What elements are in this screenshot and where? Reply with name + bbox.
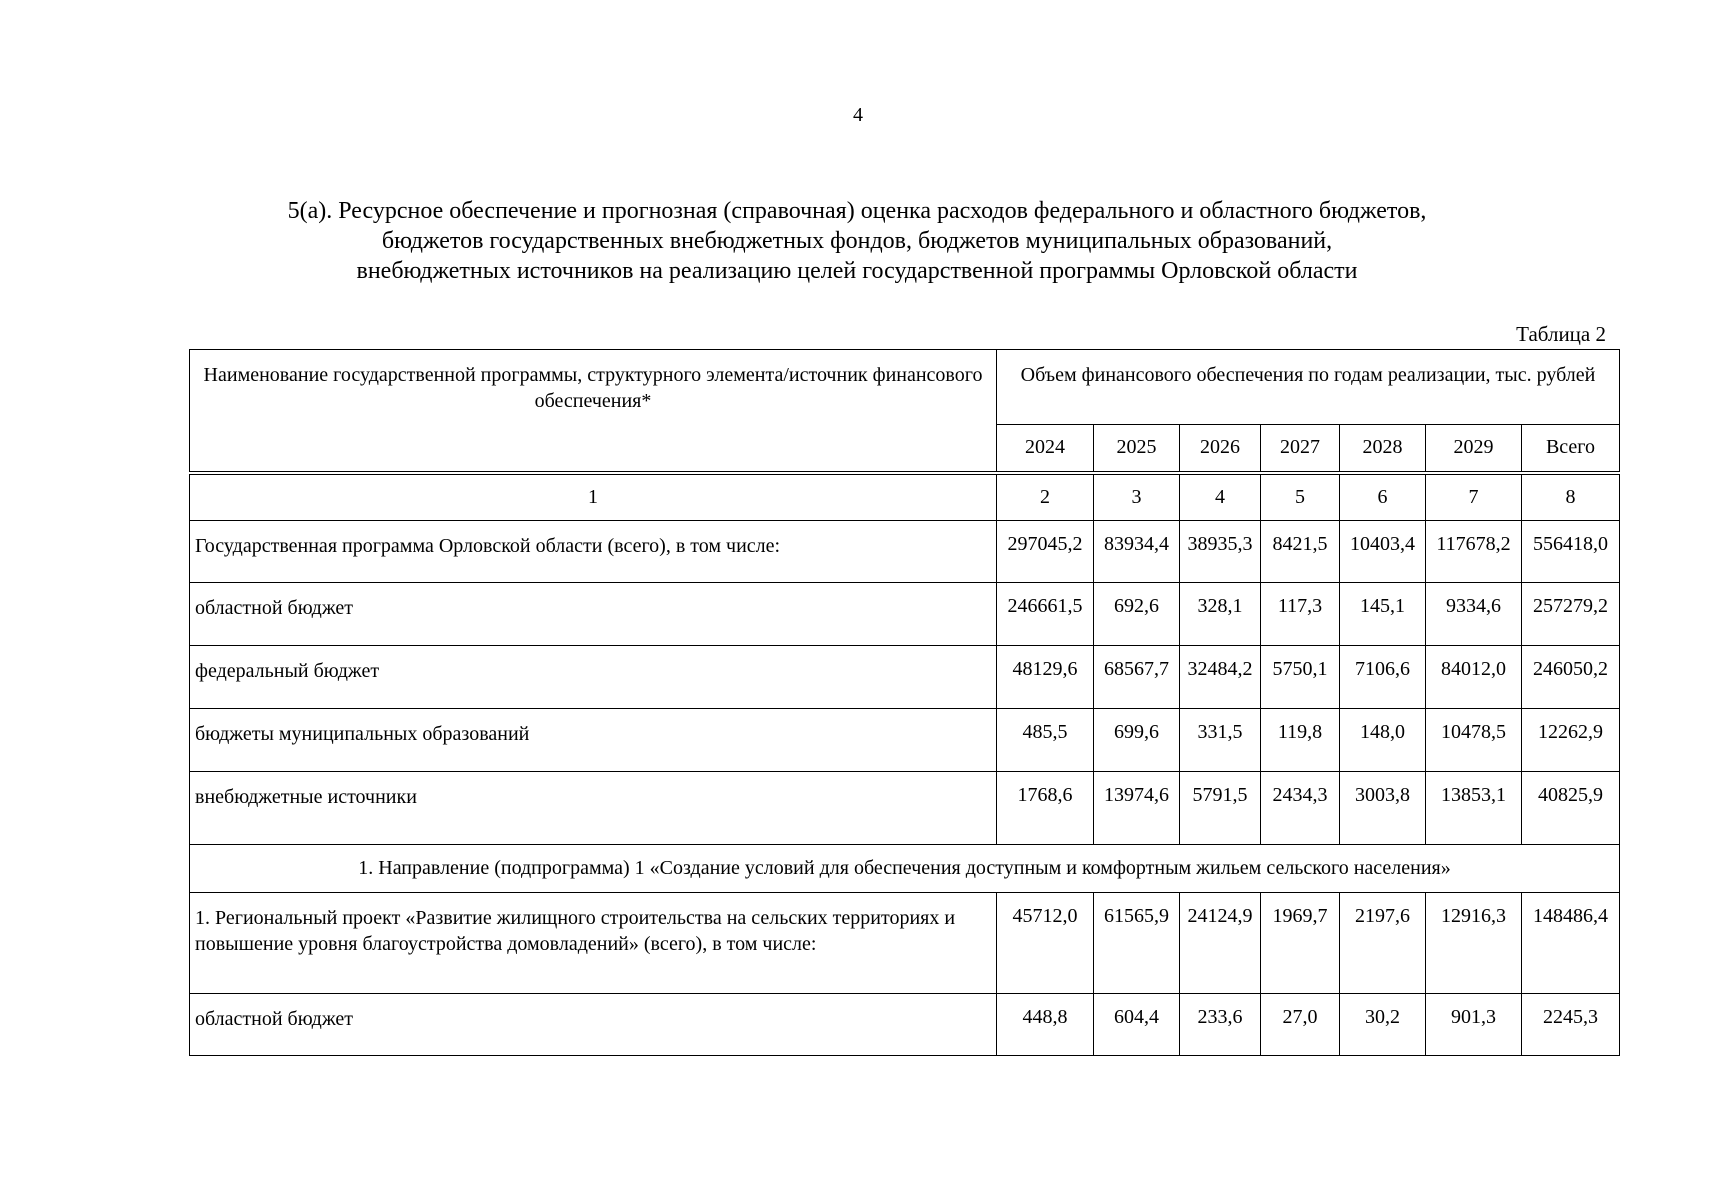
header-name: Наименование государственной программы, структурного элемента/источник финансового обеспечения*	[190, 350, 997, 473]
cell-value: 119,8	[1261, 709, 1340, 772]
cell-value: 27,0	[1261, 994, 1340, 1056]
cell-value: 48129,6	[997, 646, 1094, 709]
year-2024: 2024	[997, 425, 1094, 473]
year-2029: 2029	[1426, 425, 1522, 473]
cell-value: 68567,7	[1094, 646, 1180, 709]
cell-value: 38935,3	[1180, 521, 1261, 583]
title-line-3: внебюджетных источников на реализацию целей государственной программы Орловской области	[356, 258, 1358, 284]
year-total: Всего	[1522, 425, 1620, 473]
column-number: 2	[997, 473, 1094, 521]
cell-value: 83934,4	[1094, 521, 1180, 583]
cell-value: 485,5	[997, 709, 1094, 772]
cell-value: 5791,5	[1180, 772, 1261, 845]
cell-value: 145,1	[1340, 583, 1426, 646]
page-title	[190, 196, 1524, 286]
cell-value: 117,3	[1261, 583, 1340, 646]
cell-value: 84012,0	[1426, 646, 1522, 709]
cell-value: 1969,7	[1261, 893, 1340, 994]
cell-value: 40825,9	[1522, 772, 1620, 845]
cell-value: 5750,1	[1261, 646, 1340, 709]
row-name: бюджеты муниципальных образований	[190, 709, 997, 772]
table-row	[190, 646, 1620, 709]
cell-value: 13853,1	[1426, 772, 1522, 845]
cell-value: 2245,3	[1522, 994, 1620, 1056]
cell-value: 148,0	[1340, 709, 1426, 772]
cell-value: 30,2	[1340, 994, 1426, 1056]
cell-value: 24124,9	[1180, 893, 1261, 994]
cell-value: 233,6	[1180, 994, 1261, 1056]
column-number: 7	[1426, 473, 1522, 521]
table-row	[190, 583, 1620, 646]
cell-value: 556418,0	[1522, 521, 1620, 583]
row-name: Государственная программа Орловской области (всего), в том числе:	[190, 521, 997, 583]
column-number: 3	[1094, 473, 1180, 521]
page-number: 4	[853, 104, 863, 126]
cell-value: 901,3	[1426, 994, 1522, 1056]
table-label: Таблица 2	[1516, 322, 1606, 346]
row-name: 1. Региональный проект «Развитие жилищного строительства на сельских территориях и повышение уровня благоустройства домовладений» (всего), в том числе:	[190, 893, 997, 994]
cell-value: 10403,4	[1340, 521, 1426, 583]
cell-value: 246050,2	[1522, 646, 1620, 709]
year-2028: 2028	[1340, 425, 1426, 473]
cell-value: 3003,8	[1340, 772, 1426, 845]
direction-title: 1. Направление (подпрограмма) 1 «Создание условий для обеспечения доступным и комфортным жильем сельского населения»	[190, 845, 1620, 893]
direction-row	[190, 845, 1620, 893]
header-volume: Объем финансового обеспечения по годам реализации, тыс. рублей	[997, 350, 1620, 425]
year-2026: 2026	[1180, 425, 1261, 473]
cell-value: 32484,2	[1180, 646, 1261, 709]
column-number: 1	[190, 473, 997, 521]
cell-value: 1768,6	[997, 772, 1094, 845]
cell-value: 246661,5	[997, 583, 1094, 646]
table-row	[190, 893, 1620, 994]
cell-value: 45712,0	[997, 893, 1094, 994]
cell-value: 13974,6	[1094, 772, 1180, 845]
title-line-1: 5(а). Ресурсное обеспечение и прогнозная (справочная) оценка расходов федерального и областного бюджетов,	[287, 198, 1427, 224]
row-name: внебюджетные источники	[190, 772, 997, 845]
year-2025: 2025	[1094, 425, 1180, 473]
column-number: 4	[1180, 473, 1261, 521]
column-number: 5	[1261, 473, 1340, 521]
cell-value: 331,5	[1180, 709, 1261, 772]
cell-value: 10478,5	[1426, 709, 1522, 772]
year-2027: 2027	[1261, 425, 1340, 473]
cell-value: 257279,2	[1522, 583, 1620, 646]
cell-value: 699,6	[1094, 709, 1180, 772]
cell-value: 148486,4	[1522, 893, 1620, 994]
cell-value: 7106,6	[1340, 646, 1426, 709]
column-number: 8	[1522, 473, 1620, 521]
row-name: федеральный бюджет	[190, 646, 997, 709]
cell-value: 12916,3	[1426, 893, 1522, 994]
cell-value: 8421,5	[1261, 521, 1340, 583]
cell-value: 448,8	[997, 994, 1094, 1056]
row-name: областной бюджет	[190, 583, 997, 646]
cell-value: 297045,2	[997, 521, 1094, 583]
cell-value: 9334,6	[1426, 583, 1522, 646]
cell-value: 2434,3	[1261, 772, 1340, 845]
cell-value: 692,6	[1094, 583, 1180, 646]
cell-value: 2197,6	[1340, 893, 1426, 994]
cell-value: 604,4	[1094, 994, 1180, 1056]
table-row	[190, 709, 1620, 772]
funding-table	[189, 349, 1620, 1056]
row-name: областной бюджет	[190, 994, 997, 1056]
cell-value: 328,1	[1180, 583, 1261, 646]
column-number: 6	[1340, 473, 1426, 521]
cell-value: 61565,9	[1094, 893, 1180, 994]
cell-value: 117678,2	[1426, 521, 1522, 583]
table-row	[190, 772, 1620, 845]
table-row	[190, 994, 1620, 1056]
title-line-2: бюджетов государственных внебюджетных фондов, бюджетов муниципальных образований,	[381, 228, 1333, 254]
table-row	[190, 521, 1620, 583]
cell-value: 12262,9	[1522, 709, 1620, 772]
